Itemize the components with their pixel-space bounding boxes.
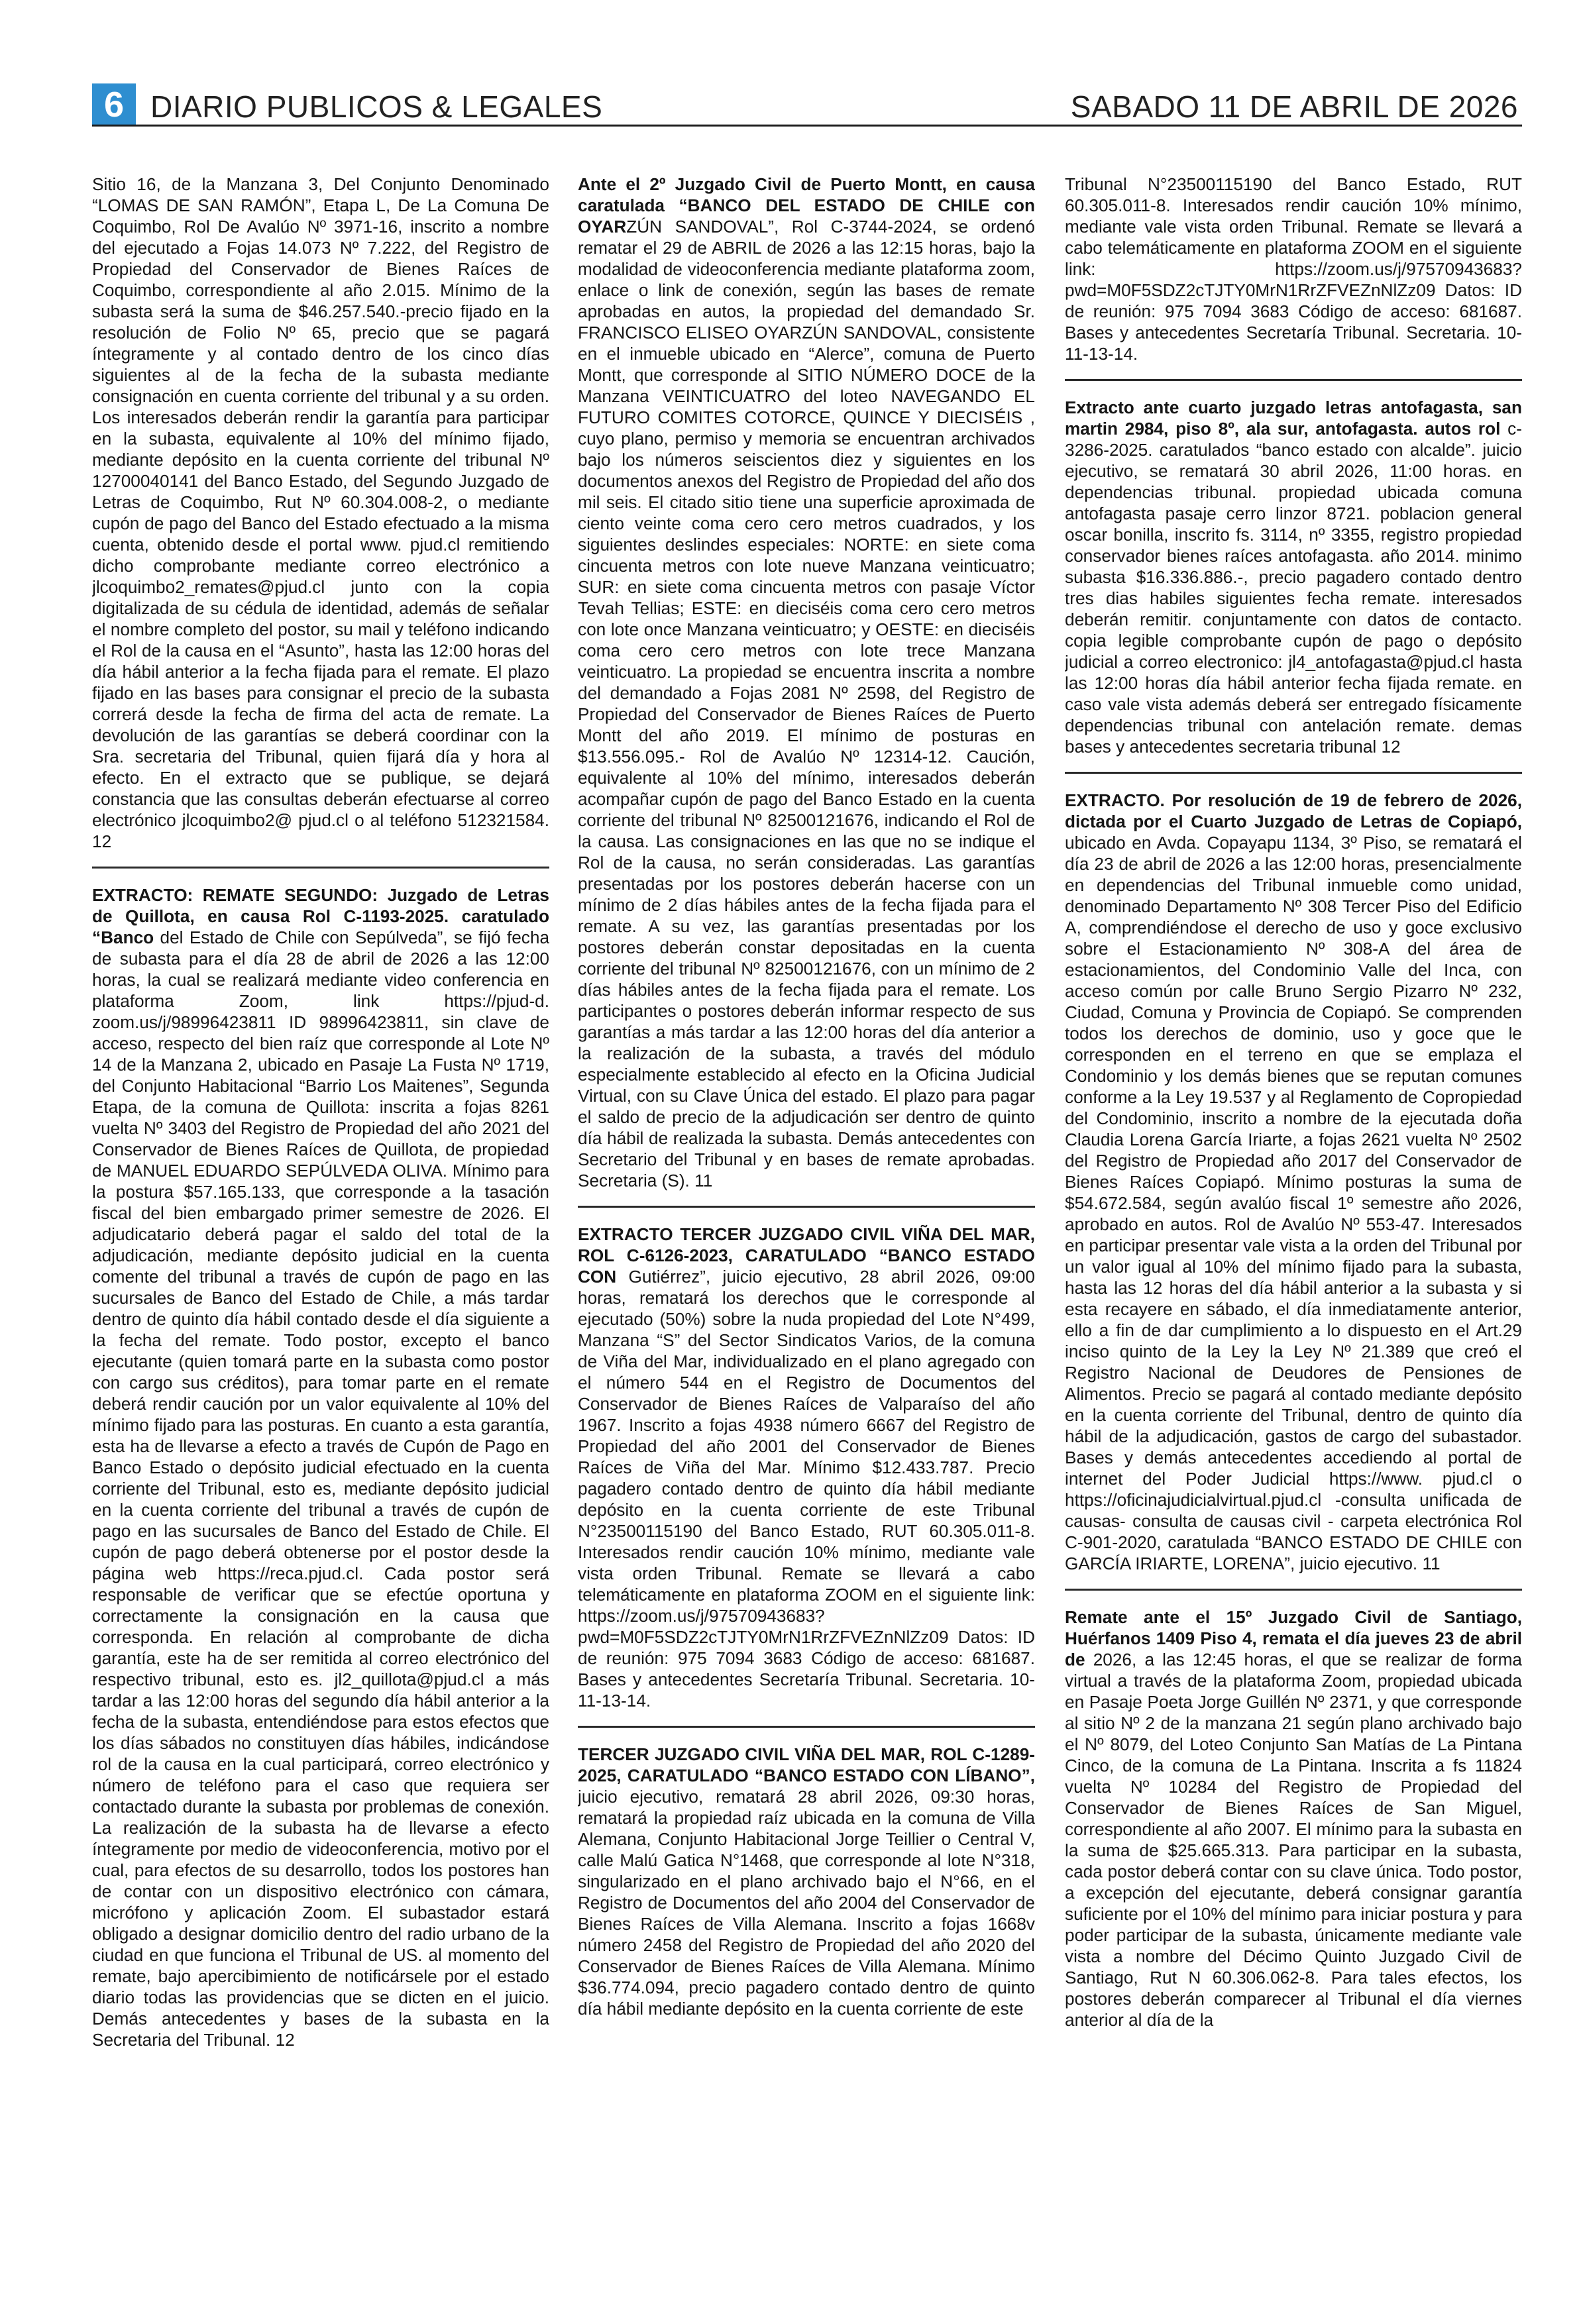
notice-divider — [1065, 379, 1522, 381]
column-1 — [92, 174, 549, 2300]
notice-body: ubicado en Avda. Copayapu 1134, 3º Piso, se rematará el día 23 de abril de 2026 a las 12:00 horas, presencialmente en dependencias del Tribunal inmueble como unidad, denominado Departamento Nº 308 Tercer Piso del Edificio A, comprendiéndose el derecho de uso y goce exclusivo sobre el Estacionamiento Nº 308-A del área de estacionamientos, del Condominio Valle del Inca, con acceso común por calle Bruno Sergio Pizarro Nº 232, Ciudad, Comuna y Provincia de Copiapó. Se comprenden todos los derechos de dominio, uso y goce que le corresponden en el terreno en que se emplaza el Condominio y los demás bienes que se reputan comunes conforme a la Ley 19.537 y al Reglamento de Copropiedad del Condominio, inscrito a nombre de la ejecutada doña Claudia Lorena García Iriarte, a fojas 2621 vuelta Nº 2502 del Registro de Propiedad año 2017 del Conservador de Bienes Raíces Copiapó. Mínimo posturas la suma de $54.672.584, según avalúo fiscal 1º semestre año 2026, aprobado en autos. Rol de Avalúo Nº 553-47. Interesados en participar presentar vale vista a la orden del Tribunal por un valor igual al 10% del mínimo fijado para la subasta, hasta las 12 horas del día hábil anterior a la subasta y si esta recayere en sábado, el día inmediatamente anterior, ello a fin de dar cumplimiento a lo dispuesto en el Art.29 inciso quinto de la Ley la Ley Nº 21.389 que creó el Registro Nacional de Deudores de Pensiones de Alimentos. Precio se pagará al contado mediante depósito en la cuenta corriente del Tribunal, dentro de quinto día hábil de la adjudicación, gastos de cargo del subastador. Bases y demás antecedentes accediendo al portal de internet del Poder Judicial https://www. pjud.cl o https://oficinajudicialvirtual.pjud.cl -consulta unificada de causas- consulta de causas civil - carpeta electrónica Rol C-901-2020, caratulada “BANCO ESTADO DE CHILE con GARCÍA IRIARTE, LORENA”, juicio ejecutivo. 11 — [1065, 833, 1522, 1573]
publication-name: DIARIO PUBLICOS & LEGALES — [150, 89, 603, 124]
notice-title: EXTRACTO TERCER JUZGADO CIVIL VIÑA DEL MAR, ROL C-6126-2023, CARATULADO “BANCO ESTADO CON — [578, 1224, 1035, 1287]
notice — [1065, 1607, 1522, 2031]
notice-divider — [578, 1206, 1035, 1208]
notice-body: Gutiérrez”, juicio ejecutivo, 28 abril 2026, 09:00 horas, rematará los derechos que le corresponde al ejecutado (50%) sobre la nuda propiedad del Lote N°499, Manzana “S” del Sector Sindicatos Varios, de la comuna de Viña del Mar, individualizado en el plano agregado con el número 544 en el Registro de Documentos del Conservador de Bienes Raíces de Valparaíso del año 1967. Inscrito a fojas 4938 número 6667 del Registro de Propiedad del año 2001 del Conservador de Bienes Raíces de Viña del Mar. Mínimo $12.433.787. Precio pagadero contado dentro de quinto día hábil mediante depósito en la cuenta corriente de este Tribunal N°23500115190 del Banco Estado, RUT 60.305.011-8. Interesados rendir caución 10% mínimo, mediante vale vista orden Tribunal. Remate se llevará a cabo telemáticamente en plataforma ZOOM en el siguiente link: https://zoom.us/j/97570943683?pwd=M0F5SDZ2cTJTY0MrN1RrZFVEZnNlZz09 Datos: ID de reunión: 975 7094 3683 Código de acceso: 681687. Bases y antecedentes Secretaría Tribunal. Secretaria. 10-11-13-14. — [578, 1267, 1035, 1711]
notice — [1065, 397, 1522, 757]
notice-body: Tribunal N°23500115190 del Banco Estado, RUT 60.305.011-8. Interesados rendir caución 10% mínimo, mediante vale vista orden Tribunal. Remate se llevará a cabo telemáticamente en plataforma ZOOM en el siguiente link: https://zoom.us/j/97570943683?pwd=M0F5SDZ2cTJTY0MrN1RrZFVEZnNlZz09 Datos: ID de reunión: 975 7094 3683 Código de acceso: 681687. Bases y antecedentes Secretaría Tribunal. Secretaria. 10-11-13-14. — [1065, 174, 1522, 364]
notice-divider — [92, 867, 549, 869]
notice-divider — [1065, 772, 1522, 774]
notice-body: del Estado de Chile con Sepúlveda”, se fijó fecha de subasta para el día 28 de abril de 2026 a las 12:00 horas, la cual se realizará mediante video conferencia en plataforma Zoom, link https://pjud-d. zoom.us/j/98996423811 ID 98996423811, sin clave de acceso, respecto del bien raíz que corresponde al Lote Nº 14 de la Manzana 2, ubicado en Pasaje La Fusta Nº 1719, del Conjunto Habitacional “Barrio Los Maitenes”, Segunda Etapa, de la comuna de Quillota: inscrita a fojas 8261 vuelta Nº 3403 del Registro de Propiedad del año 2021 del Conservador de Bienes Raíces de Quillota, de propiedad de MANUEL EDUARDO SEPÚLVEDA OLIVA. Mínimo para la postura $57.165.133, que corresponde a la tasación fiscal del bien embargado primer semestre de 2026. El adjudicatario deberá pagar el saldo del total de la adjudicación, mediante depósito judicial en la cuenta comente del tribunal a través de cupón de pago en las sucursales de Banco del Estado de Chile, a más tardar dentro de quinto día hábil contado desde el día siguiente a la fecha del remate. Todo postor, excepto el banco ejecutante (quien tomará parte en la subasta como postor con cargo sus créditos), para tomar parte en el remate deberá rendir caución por un valor equivalente al 10% del mínimo fijado para las posturas. En cuanto a esta garantía, esta ha de llevarse a efecto a través de Cupón de Pago en Banco Estado o depósito judicial efectuado en la cuenta corriente del Tribunal, esto es, mediante depósito judicial en la cuenta corriente del tribunal a través de cupón de pago en las sucursales de Banco del Estado de Chile. El cupón de pago deberá obtenerse por el postor desde la página web https://reca.pjud.cl. Cada postor será responsable de verificar que se efectúe oportuna y correctamente la consignación en la causa que corresponda. En relación al comprobante de dicha garantía, este ha de ser remitida al correo electrónico del respectivo tribunal, esto es. jl2_quillota@pjud.cl a más tardar a las 12:00 horas del segundo día hábil anterior a la fecha de la subasta, entendiéndose para estos efectos que los días sábados no constituyen días hábiles, indicándose rol de la causa en la cual participará, correo electrónico y número de teléfono para el caso que requiera ser contactado durante la subasta por problemas de conexión. La realización de la subasta ha de llevarse a efecto íntegramente por medio de videoconferencia, motivo por el cual, para efectos de su desarrollo, todos los postores han de contar con un dispositivo electrónico con cámara, micrófono y aplicación Zoom. El subastador estará obligado a designar domicilio dentro del radio urbano de la ciudad en que funciona el Tribunal de US. al momento del remate, bajo apercibimiento de notificársele por el estado diario todas las providencias que se dicten en el juicio. Demás antecedentes y bases de la subasta en la Secretaria del Tribunal. 12 — [92, 927, 549, 2050]
notice-body: juicio ejecutivo, rematará 28 abril 2026, 09:30 horas, rematará la propiedad raíz ubicada en la comuna de Villa Alemana, Conjunto Habitacional Jorge Teillier o Central V, calle Malú Gatica N°1468, que corresponde al lote N°318, singularizado en el plano archivado bajo el N°66, en el Registro de Documentos del año 2004 del Conservador de Bienes Raíces de Villa Alemana. Inscrito a fojas 1668v número 2458 del Registro de Propiedad del año 2020 del Conservador de Bienes Raíces de Villa Alemana. Mínimo $36.774.094, precio pagadero contado dentro de quinto día hábil mediante depósito en la cuenta corriente de este — [578, 1787, 1035, 2019]
publication-date: SABADO 11 DE ABRIL DE 2026 — [1070, 89, 1518, 124]
notice-title: Ante el 2º Juzgado Civil de Puerto Montt, en causa caratulada “BANCO DEL ESTADO DE CHILE con OYAR — [578, 174, 1035, 237]
notice-title: Remate ante el 15º Juzgado Civil de Santiago, Huérfanos 1409 Piso 4, remata el día jueves 23 de abril de — [1065, 1607, 1522, 1669]
notice-body: Sitio 16, de la Manzana 3, Del Conjunto Denominado “LOMAS DE SAN RAMÓN”, Etapa L, De La Comuna De Coquimbo, Rol De Avalúo Nº 3971-16, inscrito a nombre del ejecutado a Fojas 14.073 Nº 7.222, del Registro de Propiedad del Conservador de Bienes Raíces de Coquimbo, correspondiente al año 2.015. Mínimo de la subasta será la suma de $46.257.540.-precio fijado en la resolución de Folio Nº 65, precio que se pagará íntegramente y al contado dentro de los cinco días siguientes al de la fecha de la subasta mediante consignación en cuenta corriente del tribunal y a su orden. Los interesados deberán rendir la garantía para participar en la subasta, equivalente al 10% del mínimo fijado, mediante depósito en la cuenta corriente del tribunal Nº 12700040141 del Banco Estado, del Segundo Juzgado de Letras de Coquimbo, Rut Nº 60.304.008-2, o mediante cupón de pago del Banco del Estado efectuado a la misma cuenta, obtenido desde el portal www. pjud.cl remitiendo dicho comprobante mediante correo electrónico a jlcoquimbo2_remates@pjud.cl junto con la copia digitalizada de su cédula de identidad, además de señalar el nombre completo del postor, su mail y teléfono indicando el Rol de la causa en el “Asunto”, hasta las 12:00 horas del día hábil anterior a la fecha fijada para el remate. El plazo fijado en las bases para consignar el precio de la subasta correrá desde la fecha de firma del acta de remate. La devolución de las garantías se deberá coordinar con la Sra. secretaria del Tribunal, quien fijará día y hora al efecto. En el extracto que se publique, se dejará constancia que las consultas deberán efectuarse al correo electrónico jlcoquimbo2@ pjud.cl o al teléfono 512321584. 12 — [92, 174, 549, 851]
notice — [578, 174, 1035, 1191]
notice-body: ZÚN SANDOVAL”, Rol C-3744-2024, se ordenó rematar el 29 de ABRIL de 2026 a las 12:15 horas, bajo la modalidad de videoconferencia mediante plataforma zoom, enlace o link de conexión, según las bases de remate aprobadas en autos, la propiedad del demandado Sr. FRANCISCO ELISEO OYARZÚN SANDOVAL, consistente en el inmueble ubicado en “Alerce”, comuna de Puerto Montt, que corresponde al SITIO NÚMERO DOCE de la Manzana VEINTICUATRO del loteo NAVEGANDO EL FUTURO COMITES COTORCE, QUINCE Y DIECISÉIS , cuyo plano, permiso y memoria se encuentran archivados bajo los números seiscientos diez y siguientes en los documentos anexos del Registro de Propiedad del año dos mil seis. El citado sitio tiene una superficie aproximada de ciento veinte coma cero cero metros cuadrados, y los siguientes deslindes especiales: NORTE: en siete coma cincuenta metros con lote nueve Manzana veinticuatro; SUR: en siete coma cincuenta metros con pasaje Víctor Tevah Tellias; ESTE: en dieciséis coma cero cero metros con lote once Manzana veinticuatro; y OESTE: en dieciséis coma cero cero metros con lote trece Manzana veinticuatro. La propiedad se encuentra inscrita a nombre del demandado a Fojas 2081 Nº 2598, del Registro de Propiedad del Conservador de Bienes Raíces de Puerto Montt del año 2019. El mínimo de posturas en $13.556.095.- Rol de Avalúo Nº 12314-12. Caución, equivalente al 10% del mínimo, interesados deberán acompañar cupón de pago del Banco Estado en la cuenta corriente del tribunal Nº 82500121676, indicando el Rol de la causa. Las consignaciones en las que no se indique el Rol de la causa, no serán consideradas. Las garantías presentadas por los postores deberán hacerse con un mínimo de 2 días hábiles antes de la fecha fijada para el remate. A su vez, las garantías presentadas por los postores deberán constar depositadas en la cuenta corriente del tribunal Nº 82500121676, con un mínimo de 2 días hábiles antes de la fecha fijada para el remate. Los participantes o postores deberán informar respecto de sus garantías a más tardar a las 12:00 horas del día anterior a la realización de la subasta, a través del módulo especialmente establecido al efecto en la Oficina Judicial Virtual, con su Clave Única del estado. El plazo para pagar el saldo de precio de la adjudicación ser dentro de quinto día hábil de realizada la subasta. Demás antecedentes con Secretario del Tribunal y en bases de remate aprobadas. Secretaria (S). 11 — [578, 217, 1035, 1190]
column-2 — [578, 174, 1035, 2300]
column-3 — [1065, 174, 1522, 2300]
notice-title: EXTRACTO: REMATE SEGUNDO: Juzgado de Letras de Quillota, en causa Rol C-1193-2025. caratulado “Banco — [92, 885, 549, 947]
page-number: 6 — [92, 83, 136, 125]
notice-title: EXTRACTO. Por resolución de 19 de febrero de 2026, dictada por el Cuarto Juzgado de Letras de Copiapó, — [1065, 790, 1522, 831]
notice — [1065, 790, 1522, 1574]
notice-divider — [578, 1726, 1035, 1728]
notice-body: 2026, a las 12:45 horas, el que se realizar de forma virtual a través de la plataforma Zoom, propiedad ubicada en Pasaje Poeta Jorge Guillén Nº 2371, y que corresponde al sitio Nº 2 de la manzana 21 según plano archivado bajo el Nº 8079, del Loteo Conjunto San Matías de La Pintana Cinco, de la comuna de La Pintana. Inscrita a fs 11824 vuelta Nº 10284 del Registro de Propiedad del Conservador de Bienes Raíces de San Miguel, correspondiente al año 2007. El mínimo para la subasta en la suma de $25.665.313. Para participar en la subasta, cada postor deberá contar con su clave única. Todo postor, a excepción del ejecutante, deberá consignar garantía suficiente por el 10% del mínimo para iniciar postura y para poder participar de la subasta, únicamente mediante vale vista a nombre del Décimo Quinto Juzgado Civil de Santiago, Rut N 60.306.062-8. Para tales efectos, los postores deberán comparecer al Tribunal el día viernes anterior al día de la — [1065, 1650, 1522, 2030]
notice-title: Extracto ante cuarto juzgado letras antofagasta, san martin 2984, piso 8º, ala sur, antofagasta. autos rol — [1065, 397, 1522, 439]
notice-divider — [1065, 1589, 1522, 1591]
notice — [578, 1224, 1035, 1711]
notice — [92, 884, 549, 2050]
notice-title: TERCER JUZGADO CIVIL VIÑA DEL MAR, ROL C-1289-2025, CARATULADO “BANCO ESTADO CON LÍBANO”, — [578, 1744, 1035, 1785]
notice — [578, 1744, 1035, 2019]
page-header — [92, 83, 1522, 127]
notice-body: c-3286-2025. caratulados “banco estado con alcalde”. juicio ejecutivo, se rematará 30 abril 2026, 11:00 horas. en dependencias tribunal. propiedad ubicada comuna antofagasta pasaje cerro linzor 8721. poblacion general oscar bonilla, inscrito fs. 3114, nº 3355, registro propiedad conservador bienes raíces antofagasta. año 2014. minimo subasta $16.336.886.-, precio pagadero contado dentro tres dias habiles siguientes fecha remate. interesados deberán remitir. conjuntamente con datos de contacto. copia legible comprobante cupón de pago o depósito judicial a correo electronico: jl4_antofagasta@pjud.cl hasta las 12:00 horas día hábil anterior fecha fijada remate. en caso vale vista además deberá ser entregado físicamente dependencias tribunal con antelación remate. demas bases y antecedentes secretaria tribunal 12 — [1065, 419, 1522, 757]
